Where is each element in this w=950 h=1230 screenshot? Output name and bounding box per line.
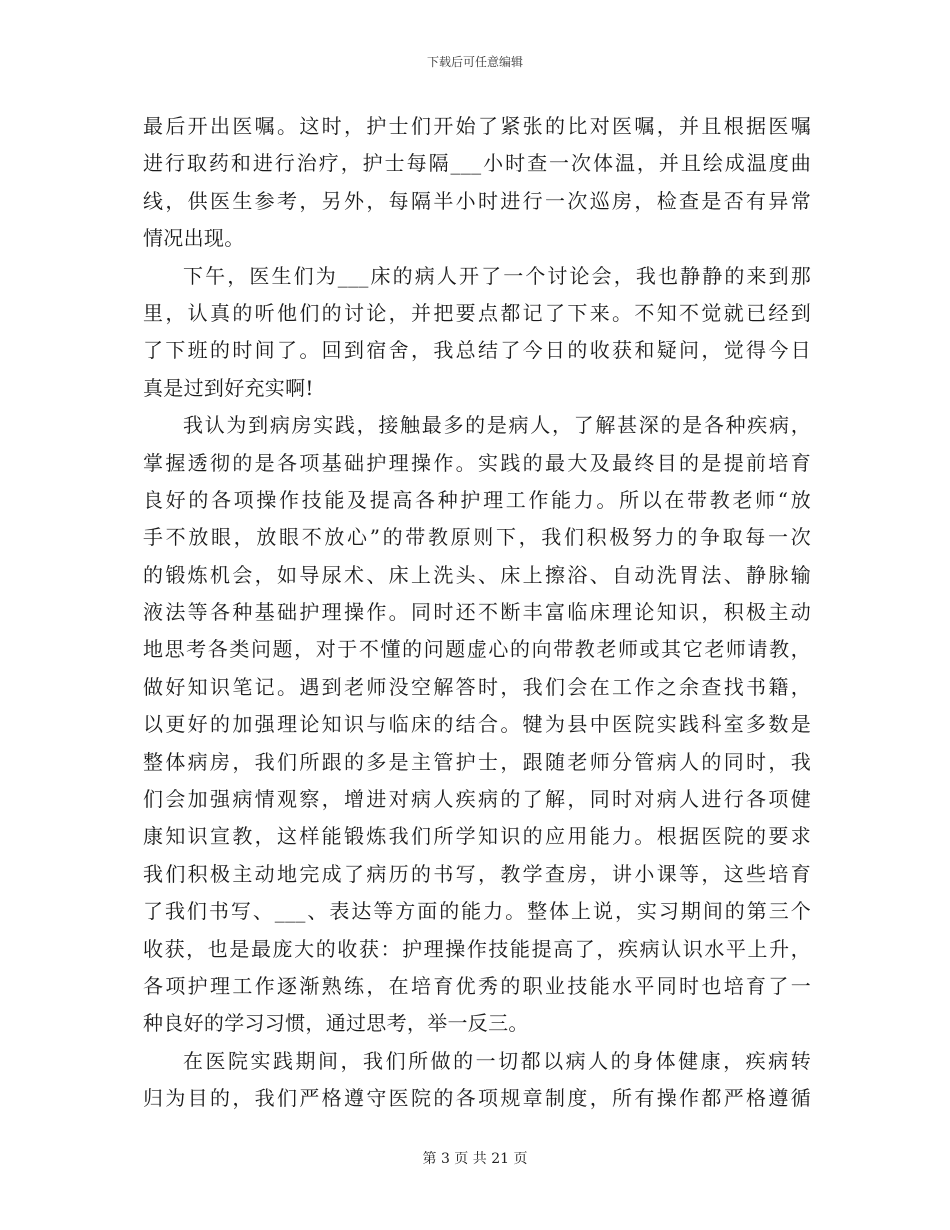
text-line: 线，供医生参考，另外，每隔半小时进行一次巡房，检查是否有异常: [143, 188, 811, 213]
text-line: 良好的各项操作技能及提高各种护理工作能力。所以在带教老师“放: [143, 487, 811, 512]
text-line: 了我们书写、___、表达等方面的能力。整体上说，实习期间的第三个: [143, 899, 811, 924]
text-line: 情况出现。: [143, 226, 245, 251]
text-line: 种良好的学习习惯，通过思考，举一反三。: [143, 1011, 529, 1036]
document-body: [143, 108, 811, 1118]
paragraph-2: [143, 258, 811, 408]
text-line: 进行取药和进行治疗，护士每隔___小时查一次体温，并且绘成温度曲: [143, 151, 811, 176]
text-line: 我们积极主动地完成了病历的书写，教学查房，讲小课等，这些培育: [143, 861, 811, 886]
page-number: 第 3 页 共 21 页: [422, 1151, 528, 1167]
text-line: 真是过到好充实啊!: [143, 375, 314, 400]
text-line: 在医院实践期间，我们所做的一切都以病人的身体健康，疾病转: [183, 1048, 811, 1073]
text-line: 归为目的，我们严格遵守医院的各项规章制度，所有操作都严格遵循: [143, 1086, 811, 1111]
text-line: 我认为到病房实践，接触最多的是病人，了解甚深的是各种疾病，: [183, 413, 811, 438]
text-line: 地思考各类问题，对于不懂的问题虚心的向带教老师或其它老师请教，: [143, 637, 811, 662]
text-line: 康知识宣教，这样能锻炼我们所学知识的应用能力。根据医院的要求: [143, 824, 811, 849]
text-line: 以更好的加强理论知识与临床的结合。犍为县中医院实践科室多数是: [143, 712, 811, 737]
text-line: 里，认真的听他们的讨论，并把要点都记了下来。不知不觉就已经到: [143, 300, 811, 325]
text-line: 做好知识笔记。遇到老师没空解答时，我们会在工作之余查找书籍，: [143, 674, 811, 699]
text-line: 掌握透彻的是各项基础护理操作。实践的最大及最终目的是提前培育: [143, 450, 811, 475]
text-line: 下午，医生们为___床的病人开了一个讨论会，我也静静的来到那: [183, 263, 811, 288]
paragraph-1: [143, 108, 811, 258]
text-line: 收获，也是最庞大的收获：护理操作技能提高了，疾病认识水平上升，: [143, 936, 811, 961]
text-line: 各项护理工作逐渐熟练，在培育优秀的职业技能水平同时也培育了一: [143, 973, 811, 998]
text-line: 液法等各种基础护理操作。同时还不断丰富临床理论知识，积极主动: [143, 600, 811, 625]
text-line: 们会加强病情观察，增进对病人疾病的了解，同时对病人进行各项健: [143, 787, 811, 812]
paragraph-3: [143, 407, 811, 1043]
text-line: 了下班的时间了。回到宿舍，我总结了今日的收获和疑问，觉得今日: [143, 338, 811, 363]
text-line: 整体病房，我们所跟的多是主管护士，跟随老师分管病人的同时，我: [143, 749, 811, 774]
text-line: 最后开出医嘱。这时，护士们开始了紧张的比对医嘱，并且根据医嘱: [143, 114, 811, 138]
paragraph-4: [143, 1043, 811, 1118]
text-line: 的锻炼机会，如导尿术、床上洗头、床上擦浴、自动洗胃法、静脉输: [143, 562, 811, 587]
page-header-note: 下载后可任意编辑: [426, 55, 523, 69]
text-line: 手不放眼，放眼不放心”的带教原则下，我们积极努力的争取每一次: [143, 525, 811, 550]
